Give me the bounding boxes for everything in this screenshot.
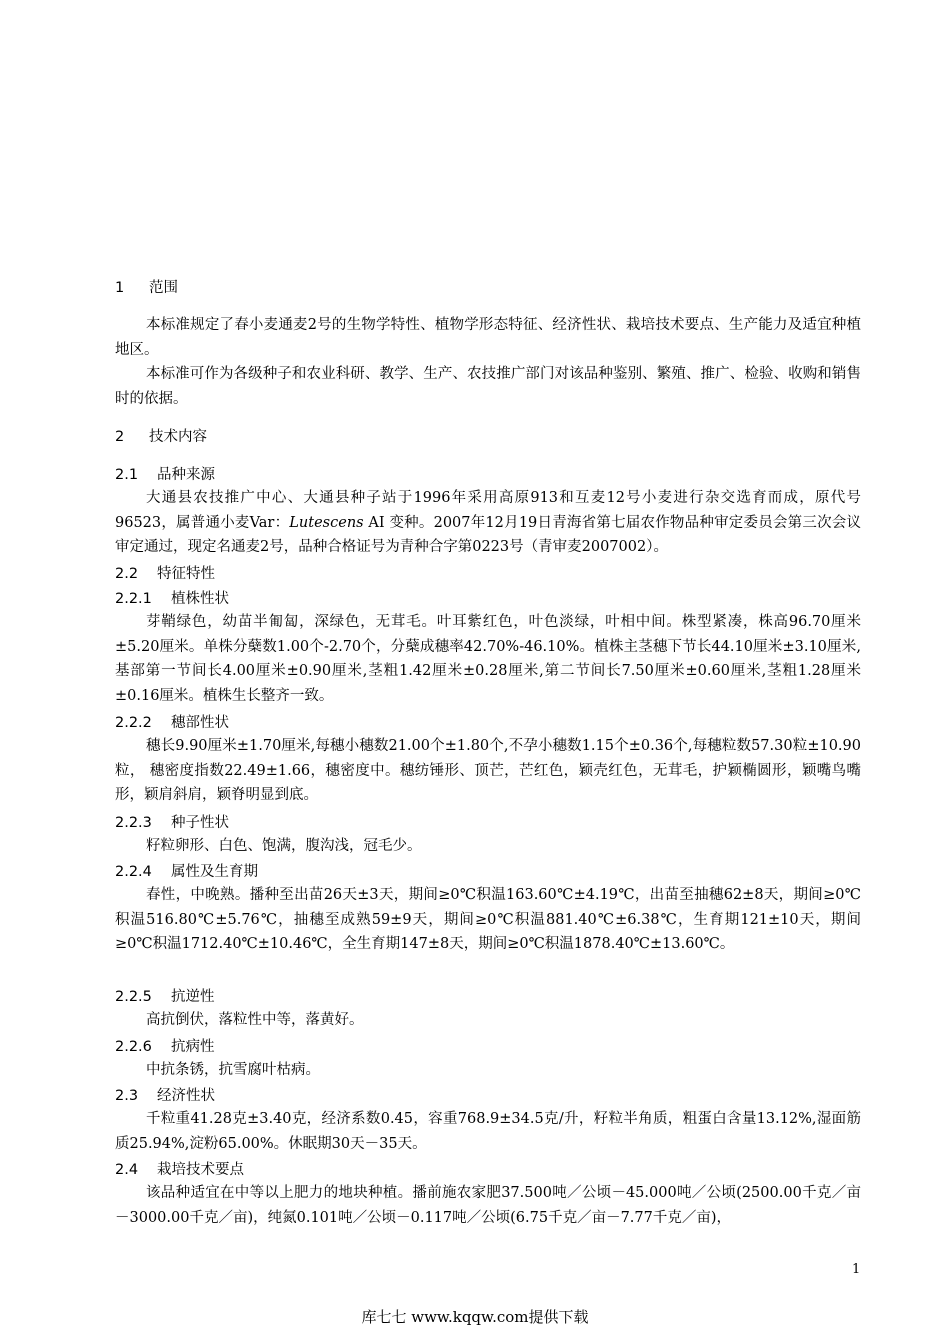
cultivation-paragraph: 该品种适宜在中等以上肥力的地块种植。播前施农家肥37.500吨／公顷－45.000吨／公顷(2500.00千克／亩－3000.00千克／亩)，纯氮0.101吨／公顷－0.117吨／公顷(6.75千克／亩－7.77千克／亩)， bbox=[115, 1185, 861, 1226]
plant-traits-paragraph: 芽鞘绿色，幼苗半匍匐，深绿色，无茸毛。叶耳紫红色，叶色淡绿，叶相中间。株型紧凑，株高96.70厘米±5.20厘米。单株分蘖数1.00个-2.70个，分蘖成穗率42.70%-46.10%。植株主茎穗下节长44.10厘米±3.10厘米,基部第一节间长4.00厘米±0.90厘米,茎粗1.42厘米±0.28厘米,第二节间长7.50厘米±0.60厘米,茎粗1.28厘米±0.16厘米。植株生长整齐一致。 bbox=[115, 614, 861, 704]
section-2-2-6-heading: 2.2.6 抗病性 bbox=[115, 1039, 215, 1055]
section-2-2-4-heading: 2.2.4 属性及生育期 bbox=[115, 864, 258, 880]
origin-paragraph: 大通县农技推广中心、大通县种子站于1996年采用高原913和互麦12号小麦进行杂交选育而成，原代号96523，属普通小麦Var：Lutescens AI 变种。2007年12月19日青海省第七届农作物品种审定委员会第三次会议审定通过，现定名通麦2号，品种合格证号为青种合字第0223号（青审麦2007002）。 bbox=[115, 490, 862, 555]
scope-paragraph-1: 本标准规定了春小麦通麦2号的生物学特性、植物学形态特征、经济性状、栽培技术要点、生产能力及适宜种植地区。 bbox=[115, 317, 861, 358]
section-2-2-5-heading: 2.2.5 抗逆性 bbox=[115, 989, 215, 1005]
download-footer: 库七七 www.kqqw.com提供下载 bbox=[361, 1308, 589, 1326]
seed-traits-paragraph: 籽粒卵形、白色、饱满，腹沟浅，冠毛少。 bbox=[146, 838, 422, 854]
section-2-4-heading: 2.4 栽培技术要点 bbox=[115, 1162, 244, 1178]
section-2-2-1-heading: 2.2.1 植株性状 bbox=[115, 591, 229, 607]
stress-resistance-paragraph: 高抗倒伏，落粒性中等，落黄好。 bbox=[146, 1012, 364, 1028]
disease-resistance-paragraph: 中抗条锈，抗雪腐叶枯病。 bbox=[146, 1062, 320, 1078]
spike-traits-paragraph: 穗长9.90厘米±1.70厘米,每穗小穗数21.00个±1.80个,不孕小穗数1.15个±0.36个,每穗粒数57.30粒±10.90粒， 穗密度指数22.49±1.66，穗密度中。穗纺锤形、顶芒，芒红色，颖壳红色，无茸毛，护颖椭圆形，颖嘴鸟嘴形，颖肩斜肩，颖脊明显到底。 bbox=[115, 738, 861, 803]
scope-paragraph-2: 本标准可作为各级种子和农业科研、教学、生产、农技推广部门对该品种鉴别、繁殖、推广、检验、收购和销售时的依据。 bbox=[115, 366, 861, 407]
section-2-2-heading: 2.2 特征特性 bbox=[115, 566, 215, 582]
section-2-3-heading: 2.3 经济性状 bbox=[115, 1088, 215, 1104]
section-1-heading: 1 范围 bbox=[115, 280, 178, 296]
growth-period-paragraph: 春性，中晚熟。播种至出苗26天±3天，期间≥0℃积温163.60℃±4.19℃，出苗至抽穗62±8天，期间≥0℃积温516.80℃±5.76℃，抽穗至成熟59±9天，期间≥0℃积温881.40℃±6.38℃，生育期121±10天，期间≥0℃积温1712.40℃±10.46℃，全生育期147±8天，期间≥0℃积温1878.40℃±13.60℃。 bbox=[115, 887, 861, 952]
section-2-2-3-heading: 2.2.3 种子性状 bbox=[115, 815, 229, 831]
page-number: 1 bbox=[852, 1262, 861, 1277]
economic-traits-paragraph: 千粒重41.28克±3.40克，经济系数0.45，容重768.9±34.5克/升，籽粒半角质，粗蛋白含量13.12%,湿面筋质25.94%,淀粉65.00%。休眠期30天－35天。 bbox=[115, 1111, 861, 1152]
section-2-2-2-heading: 2.2.2 穗部性状 bbox=[115, 715, 229, 731]
section-2-heading: 2 技术内容 bbox=[115, 429, 207, 445]
section-2-1-heading: 2.1 品种来源 bbox=[115, 467, 215, 483]
